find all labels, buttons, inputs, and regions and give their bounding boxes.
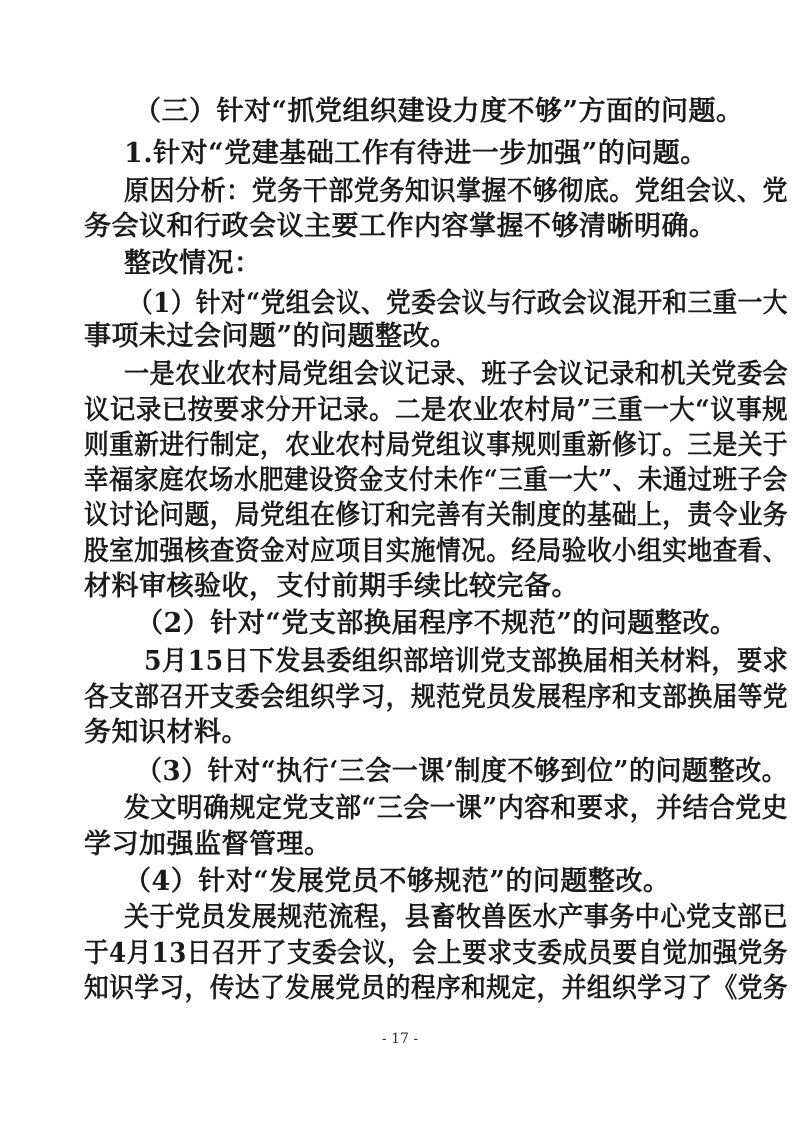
rectification-heading: 整改情况： (124, 248, 262, 279)
item-1-paragraph-line: 一是农业农村局党组会议记录、班子会议记录和机关党委会 (124, 359, 789, 390)
item-1-heading-continuation: 事项未过会问题”的问题整改。 (84, 321, 458, 352)
page-number: - 17 - (381, 1031, 419, 1047)
item-4-paragraph-line: 知识学习，传达了发展党员的程序和规定，并组织学习了《党务 (84, 973, 789, 1004)
item-3-paragraph-line: 发文明确规定党支部“三会一课”内容和要求，并结合党史 (124, 793, 789, 824)
item-4-heading: （4）针对“发展党员不够规范”的问题整改。 (124, 866, 671, 897)
item-3-heading: （3）针对“执行‘三会一课’制度不够到位”的问题整改。 (136, 756, 789, 787)
item-2-paragraph-line: 5月15日下发县委组织部培训党支部换届相关材料，要求 (144, 646, 789, 677)
item-1-heading: （1）针对“党组会议、党委会议与行政会议混开和三重一大 (128, 288, 788, 319)
item-4-paragraph-line: 关于党员发展规范流程，县畜牧兽医水产事务中心党支部已 (124, 902, 789, 933)
subsection-heading: 1.针对“党建基础工作有待进一步加强”的问题。 (124, 138, 708, 169)
item-2-paragraph-line: 务知识材料。 (84, 717, 249, 748)
item-1-paragraph-line: 材料审核验收，支付前期手续比较完备。 (84, 571, 579, 602)
item-4-paragraph-line: 于4月13日召开了支委会议，会上要求支委成员要自觉加强党务 (84, 938, 788, 969)
item-3-paragraph-line: 学习加强监督管理。 (84, 829, 332, 860)
item-1-paragraph-line: 议记录已按要求分开记录。二是农业农村局”三重一大“议事规 (84, 395, 789, 426)
item-2-heading: （2）针对“党支部换届程序不规范”的问题整改。 (136, 608, 738, 639)
item-1-paragraph-line: 则重新进行制定，农业农村局党组议事规则重新修订。三是关于 (84, 430, 789, 461)
item-1-paragraph-line: 幸福家庭农场水肥建设资金支付未作“三重一大”、未通过班子会 (84, 465, 788, 496)
item-2-paragraph-line: 各支部召开支委会组织学习，规范党员发展程序和支部换届等党 (84, 682, 789, 713)
cause-analysis-continuation: 务会议和行政会议主要工作内容掌握不够清晰明确。 (84, 211, 717, 242)
cause-analysis-line: 原因分析：党务干部党务知识掌握不够彻底。党组会议、党 (124, 176, 789, 207)
item-1-paragraph-line: 股室加强核查资金对应项目实施情况。经局验收小组实地查看、 (84, 536, 789, 567)
section-heading: （三）针对“抓党组织建设力度不够”方面的问题。 (134, 96, 744, 127)
item-1-paragraph-line: 议讨论问题，局党组在修订和完善有关制度的基础上，责令业务 (84, 500, 789, 531)
